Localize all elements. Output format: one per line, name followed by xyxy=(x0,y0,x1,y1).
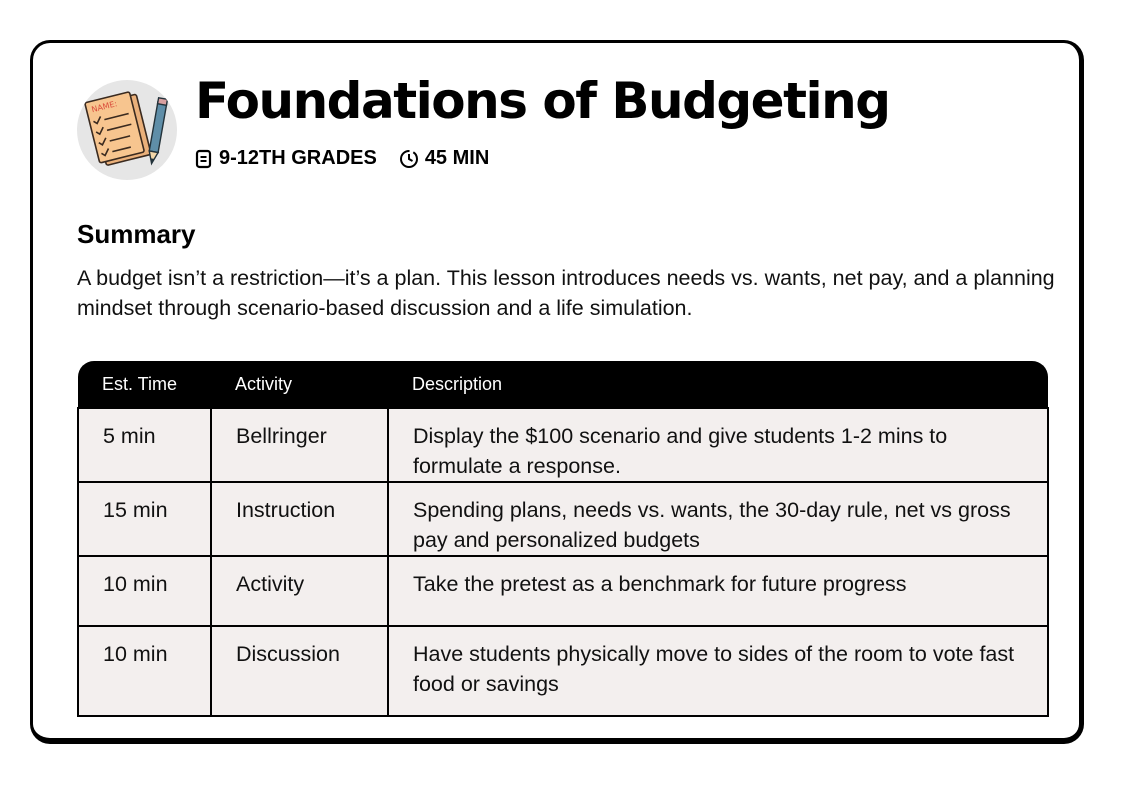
duration-label: 45 MIN xyxy=(424,147,490,169)
duration-meta xyxy=(399,147,489,170)
table-row xyxy=(78,408,1048,482)
row-time: 10 min xyxy=(78,626,211,716)
table-header-row xyxy=(78,361,1048,408)
book-icon xyxy=(195,149,213,169)
row-description: Display the $100 scenario and give students 1-2 mins to formulate a response. xyxy=(388,408,1048,482)
row-activity: Bellringer xyxy=(211,408,388,482)
row-description: Have students physically move to sides of the room to vote fast food or savings xyxy=(388,626,1048,716)
table-row xyxy=(78,626,1048,716)
lesson-meta xyxy=(195,147,511,170)
header-est-time: Est. Time xyxy=(78,361,211,408)
row-time: 10 min xyxy=(78,556,211,626)
schedule-table xyxy=(77,361,1049,717)
grade-meta xyxy=(195,147,377,170)
header-activity: Activity xyxy=(211,361,388,408)
row-time: 15 min xyxy=(78,482,211,556)
header-description: Description xyxy=(388,361,1048,408)
row-activity: Discussion xyxy=(211,626,388,716)
row-description: Take the pretest as a benchmark for future progress xyxy=(388,556,1048,626)
clock-icon xyxy=(399,149,419,169)
row-activity: Activity xyxy=(211,556,388,626)
summary-heading: Summary xyxy=(77,219,196,249)
grade-label: 9-12TH GRADES xyxy=(219,147,377,169)
summary-text: A budget isn’t a restriction—it’s a plan. This lesson introduces needs vs. wants, net pay, and a planning mindset through scenario-based discussion and a life simulation. xyxy=(77,266,1055,320)
table-row xyxy=(78,556,1048,626)
row-description: Spending plans, needs vs. wants, the 30-day rule, net vs gross pay and personalized budgets xyxy=(388,482,1048,556)
lesson-card xyxy=(30,40,1084,744)
page-title: Foundations of Budgeting xyxy=(195,72,890,130)
row-activity: Instruction xyxy=(211,482,388,556)
row-time: 5 min xyxy=(78,408,211,482)
logo-name-text: NAME: xyxy=(90,99,119,115)
table-row xyxy=(78,482,1048,556)
worksheet-pencil-icon xyxy=(77,80,177,180)
